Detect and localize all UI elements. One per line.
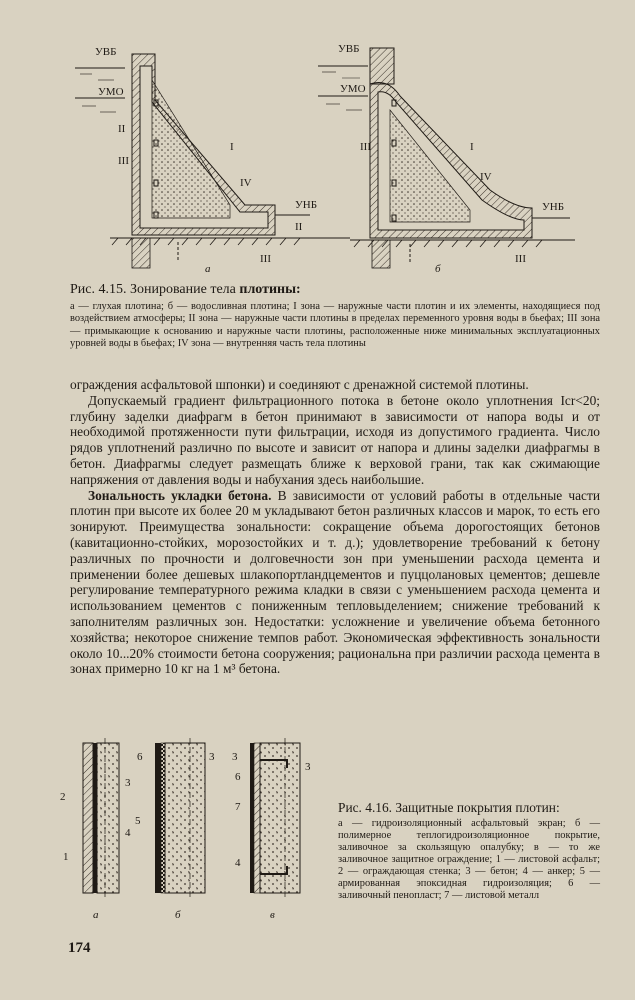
- label-1-a: 1: [63, 851, 69, 863]
- sublabel-b: б: [435, 263, 441, 275]
- sublabel-a-fig2: а: [93, 909, 99, 921]
- label-7-v: 7: [235, 801, 241, 813]
- panel-b: [155, 738, 205, 898]
- label-zone-3-a: III: [118, 155, 129, 167]
- figure-4-15-legend: а — глухая плотина; б — водосливная плотина; I зона — наружные части плотин и их элементы, находящиеся под воздействием атмосферы; II зона — наружные части плотины в пределах переменного уровня воды в бьефах; III зона — примыкающие к основанию и наружные части плотины, расположенные ниже минимальных эксплуатационных уровней воды в бьефах; IV зона — внутренняя часть тела плотины: [70, 301, 600, 350]
- dam-b: [318, 48, 575, 268]
- label-3-v: 3: [232, 751, 238, 763]
- label-uvb-b: УВБ: [338, 43, 360, 55]
- label-5-b: 5: [135, 815, 141, 827]
- label-zone-3-b: III: [360, 141, 371, 153]
- label-6-v: 6: [235, 771, 241, 783]
- label-3-v-right: 3: [305, 761, 311, 773]
- label-unb-b: УНБ: [542, 201, 565, 213]
- label-4-a: 4: [125, 827, 131, 839]
- figure-4-15-title: [70, 282, 600, 298]
- label-3-a: 3: [125, 777, 131, 789]
- figure-4-16-legend: а — гидроизоляционный асфальтовый экран; б — полимерное теплогидроизоляционное покрытие, заливочное за скользящую опалубку; в — то же заливочное защитное ограждение; 1 — листовой асфальт; 2 — ограждающая стенка; 3 — бетон; 4 — анкер; 5 — армированная эпоксидная гидроизоляция; 6 — заливочный пенопласт; 7 — листовой металл: [338, 818, 600, 901]
- panel-v: [250, 738, 300, 898]
- figure-4-16-caption: [338, 800, 600, 902]
- figure-4-15-title-bold: плотины:: [239, 282, 301, 297]
- sublabel-b-fig2: б: [175, 909, 181, 921]
- sublabel-v-fig2: в: [270, 909, 275, 921]
- label-uvb-a: УВБ: [95, 46, 117, 58]
- label-zone-3b-b: III: [515, 253, 526, 265]
- label-zone-3b-a: III: [260, 253, 271, 265]
- sublabel-a: а: [205, 263, 211, 275]
- label-6-b: 6: [137, 751, 143, 763]
- panel-a: [83, 738, 119, 898]
- label-umo-b: УМО: [340, 83, 366, 95]
- figure-4-16-title: Рис. 4.16. Защитные покрытия плотин:: [338, 800, 560, 815]
- body-text: [70, 377, 600, 677]
- figure-4-15-caption: [70, 282, 600, 351]
- paragraph-3-text: В зависимости от условий работы в отдельные части плотин при высоте их более 20 м укладывают бетон различных классов и марок, то есть его зонируют. Преимущества зональности: сокращение объема дорогостоящих бетонов (кавитационно-стойких, морозостойких и т. д.); удовлетворение требований к бетону различных по прочности и долговечности зон при уменьшении расхода цемента и применении более дешевых шлакопортландцементов и пуццолановых цементов; дешевле регулирование температурного режима кладки в связи с уменьшением расхода цемента и использованием цементов с пониженным тепловыделением; снижение требований к заполнителям различных зон. Недостатки: усложнение и увеличение объема бетонного хозяйства; некоторое снижение темпов работ. Экономическая эффективность зональности около 10...20% стоимости бетона сооружения; рациональна при различии расхода цемента в зонах примерно 10 кг на 1 м³ бетона.: [70, 487, 600, 677]
- label-umo-a: УМО: [98, 86, 124, 98]
- label-zone-2b-a: II: [295, 221, 303, 233]
- label-4-v: 4: [235, 857, 241, 869]
- label-zone-4-a: IV: [240, 177, 252, 189]
- label-zone-4-b: IV: [480, 171, 492, 183]
- figure-4-16: [55, 738, 335, 928]
- label-zone-2-a: II: [118, 123, 126, 135]
- figure-4-15: [70, 40, 590, 285]
- label-3-b: 3: [209, 751, 215, 763]
- page-number: 174: [68, 940, 91, 956]
- label-2-a: 2: [60, 791, 66, 803]
- paragraph-3: [70, 488, 600, 678]
- paragraph-2: Допускаемый градиент фильтрационного потока в бетоне около уплотнения Iсr<20; глубину заделки диафрагм в бетон принимают в зависимости от напора воды и от необходимой протяженности пути фильтрации, исходя из допустимого градиента. Число рядов уплотнений различно по высоте и зависит от напора и длины заделки диафрагмы в бетон. Диафрагмы следует размещать ближе к верховой грани, так как сжимающие напряжения от давления воды и набухания здесь наибольшие.: [70, 392, 600, 487]
- figure-4-15-title-prefix: Рис. 4.15. Зонирование тела: [70, 282, 236, 297]
- label-unb-a: УНБ: [295, 199, 318, 211]
- paragraph-3-heading: Зональность укладки бетона.: [88, 487, 272, 503]
- paragraph-1: ограждения асфальтовой шпонки) и соединяют с дренажной системой плотины.: [70, 377, 529, 392]
- label-zone-1-b: I: [470, 141, 474, 153]
- label-zone-1-a: I: [230, 141, 234, 153]
